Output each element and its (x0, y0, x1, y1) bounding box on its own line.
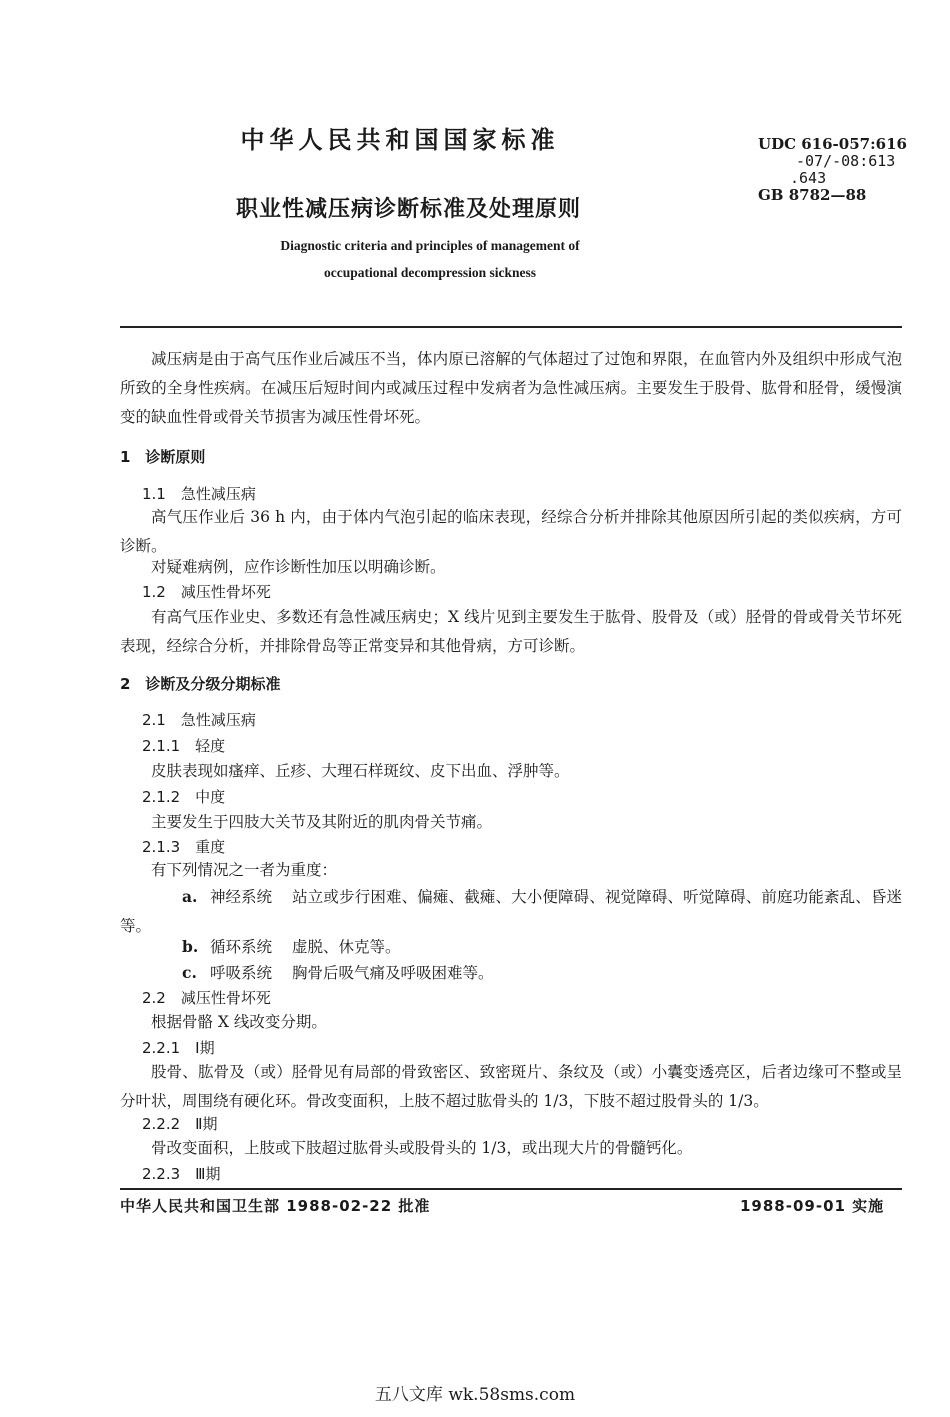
list-item-a-text: 站立或步行困难、偏瘫、截瘫、大小便障碍、视觉障碍、听觉障碍、前庭功能紊乱、昏迷等。 (120, 888, 902, 935)
standard-title: 中华人民共和国国家标准 (240, 126, 560, 154)
udc-code-block (758, 136, 907, 204)
section-2-2-1-paragraph: 股骨、肱骨及（或）胫骨见有局部的骨致密区、致密斑片、条纹及（或）小囊变透亮区，后者边缘可不整或呈分叶状，周围绕有硬化环。骨改变面积，上肢不超过肱骨头的 1/3，下肢不超过股骨头的 1/3。 (120, 1063, 902, 1110)
list-item-c-label: c. (182, 963, 197, 982)
list-item-a-key: 神经系统 (210, 888, 273, 906)
list-item-b-text: 虚脱、休克等。 (292, 938, 401, 956)
section-1-1-paragraph-2: 对疑难病例，应作诊断性加压以明确诊断。 (151, 558, 446, 576)
list-item-c-key: 呼吸系统 (210, 964, 273, 982)
english-title-line-1: Diagnostic criteria and principles of management of (280, 238, 580, 253)
footer-divider (120, 1188, 902, 1190)
section-2-2-2-paragraph: 骨改变面积，上肢或下肢超过肱骨头或股骨头的 1/3，或出现大片的骨髓钙化。 (151, 1139, 693, 1157)
section-1-1-paragraph-1: 高气压作业后 36 h 内，由于体内气泡引起的临床表现，经综合分析并排除其他原因所引起的类似疾病，方可诊断。 (120, 508, 902, 555)
section-1-heading: 1 诊断原则 (120, 448, 206, 466)
section-2-2-1-heading: 2.2.1 Ⅰ期 (142, 1039, 215, 1057)
intro-paragraph: 减压病是由于高气压作业后减压不当，体内原已溶解的气体超过了过饱和界限，在血管内外及组织中形成气泡所致的全身性疾病。在减压后短时间内或减压过程中发病者为急性减压病。主要发生于股骨、肱骨和胫骨，缓慢演变的缺血性骨或骨关节损害为减压性骨坏死。 (120, 350, 902, 426)
list-item-b-label: b. (182, 937, 199, 956)
section-2-2-3-heading: 2.2.3 Ⅲ期 (142, 1165, 221, 1183)
approval-date: 中华人民共和国卫生部 1988-02-22 批准 (120, 1197, 431, 1215)
section-2-1-2-heading: 2.1.2 中度 (142, 788, 226, 806)
udc-line-1: UDC 616-057:616 (758, 135, 907, 153)
udc-line-2: -07/-08:613 (796, 152, 896, 170)
section-2-1-1-heading: 2.1.1 轻度 (142, 737, 226, 755)
list-item-b-key: 循环系统 (210, 938, 273, 956)
document-title: 职业性减压病诊断标准及处理原则 (236, 197, 582, 222)
section-2-2-2-heading: 2.2.2 Ⅱ期 (142, 1115, 218, 1133)
udc-line-3: .643 (790, 169, 827, 187)
section-2-1-3-intro: 有下列情况之一者为重度： (151, 861, 338, 879)
section-2-2-paragraph: 根据骨骼 X 线改变分期。 (151, 1013, 327, 1031)
section-1-1-heading: 1.1 急性减压病 (142, 485, 256, 503)
list-item-c-text: 胸骨后吸气痛及呼吸困难等。 (292, 964, 494, 982)
section-2-1-3-heading: 2.1.3 重度 (142, 838, 226, 856)
effective-date: 1988-09-01 实施 (740, 1197, 885, 1215)
section-2-1-1-paragraph: 皮肤表现如瘙痒、丘疹、大理石样斑纹、皮下出血、浮肿等。 (151, 762, 570, 780)
section-2-1-heading: 2.1 急性减压病 (142, 711, 256, 729)
section-2-2-heading: 2.2 减压性骨坏死 (142, 989, 271, 1007)
section-1-2-paragraph: 有高气压作业史、多数还有急性减压病史；X 线片见到主要发生于肱骨、股骨及（或）胫骨的骨或骨关节坏死表现，经综合分析，并排除骨岛等正常变异和其他骨病，方可诊断。 (120, 608, 902, 655)
english-title-line-2: occupational decompression sickness (323, 265, 537, 280)
section-1-2-heading: 1.2 减压性骨坏死 (142, 583, 271, 601)
list-item-a-label: a. (182, 887, 198, 906)
section-2-heading: 2 诊断及分级分期标准 (120, 675, 281, 693)
section-2-1-2-paragraph: 主要发生于四肢大关节及其附近的肌肉骨关节痛。 (151, 813, 493, 831)
header-divider (120, 326, 902, 328)
gb-number: GB 8782—88 (758, 186, 867, 204)
watermark-text: 五八文库 wk.58sms.com (374, 1385, 576, 1405)
